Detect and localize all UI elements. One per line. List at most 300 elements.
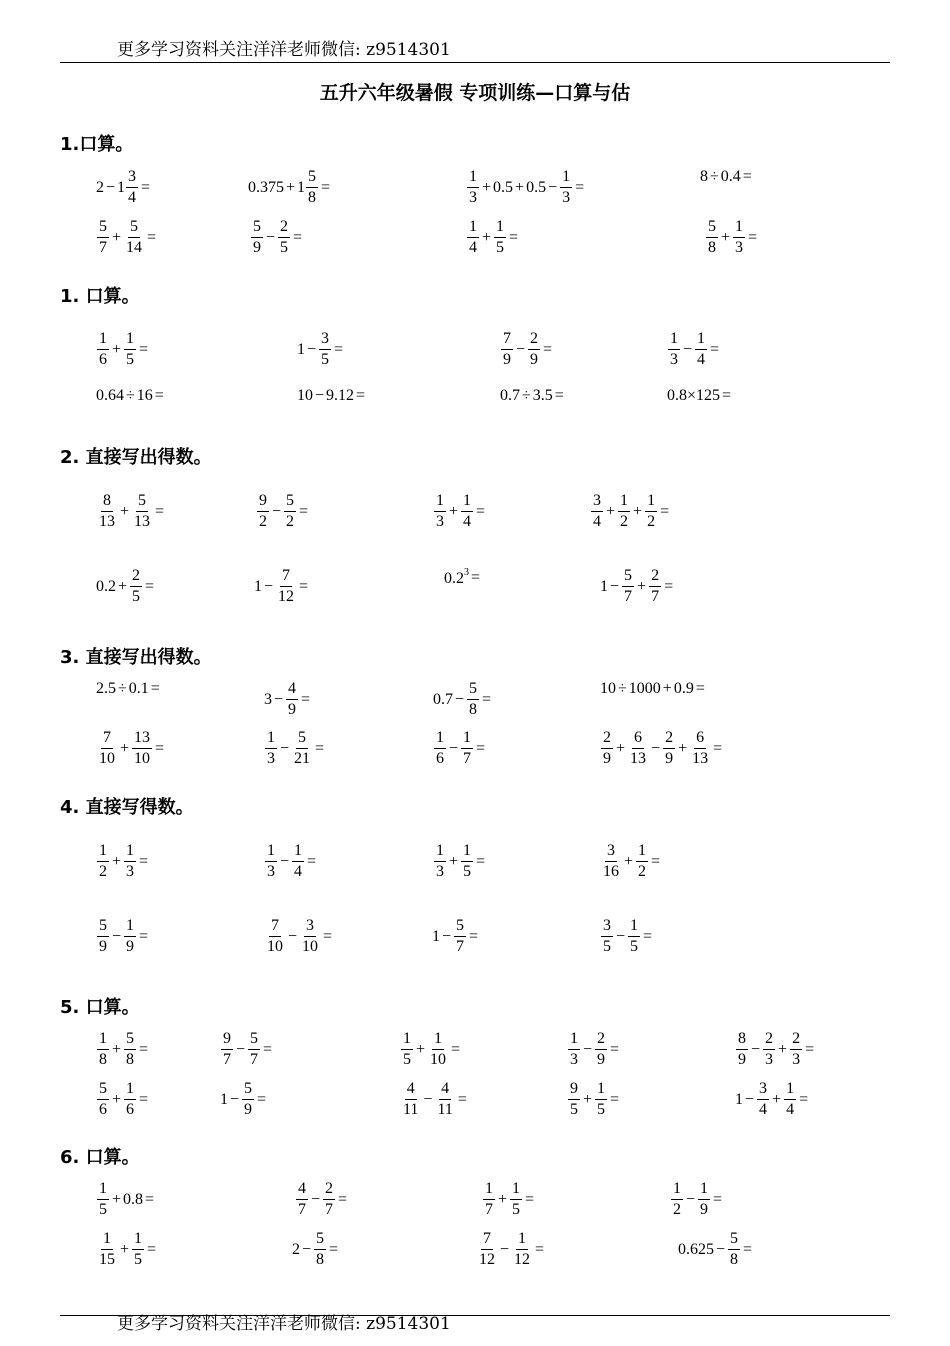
exercise — [256, 493, 310, 530]
operator: ÷ — [118, 680, 127, 697]
operator: + — [286, 178, 296, 196]
fraction-numerator: 1 — [494, 219, 506, 238]
fraction-denominator: 3 — [436, 863, 444, 880]
operator: = — [476, 502, 486, 520]
operator: − — [442, 927, 452, 945]
operator: + — [633, 502, 643, 520]
exercise — [432, 918, 480, 955]
fraction — [97, 918, 109, 955]
fraction-denominator: 5 — [280, 239, 289, 256]
operator: − — [716, 1240, 726, 1258]
fraction-numerator: 1 — [132, 1231, 144, 1250]
fraction — [242, 1081, 254, 1118]
operator: = — [155, 502, 165, 520]
operator: ÷ — [618, 680, 627, 697]
fraction-denominator: 4 — [128, 189, 137, 206]
fraction-denominator: 7 — [485, 1201, 493, 1218]
fraction-numerator: 1 — [124, 843, 136, 862]
operator: + — [778, 1040, 788, 1058]
exercise — [254, 568, 310, 605]
operator: − — [610, 577, 620, 595]
fraction — [763, 1031, 775, 1068]
exercise — [667, 388, 733, 404]
fraction-numerator: 2 — [595, 1031, 607, 1050]
number: 8 — [700, 168, 708, 185]
fraction — [97, 219, 109, 256]
exercise — [96, 568, 156, 605]
operator: − — [745, 1090, 755, 1108]
section-heading: 4. 直接写得数。 — [60, 797, 194, 818]
fraction-denominator: 6 — [436, 750, 444, 767]
operator: − — [272, 502, 282, 520]
operator: + — [662, 680, 672, 697]
fraction — [483, 1181, 495, 1218]
number: 1 — [117, 178, 126, 196]
fraction — [265, 843, 277, 880]
fraction — [132, 1231, 144, 1268]
exercise — [96, 918, 150, 955]
operator: = — [476, 852, 486, 870]
exercise — [433, 493, 487, 530]
exercise — [590, 493, 671, 530]
fraction-numerator: 7 — [269, 918, 281, 937]
exercise — [220, 1081, 268, 1118]
fraction-numerator: 1 — [560, 169, 572, 188]
fraction-numerator: 6 — [694, 730, 706, 749]
fraction-denominator: 12 — [479, 1251, 495, 1268]
fraction — [306, 169, 318, 206]
fraction-denominator: 6 — [99, 1101, 107, 1118]
fraction — [568, 1031, 580, 1068]
fraction — [221, 1031, 233, 1068]
exercise — [96, 1231, 158, 1268]
fraction-numerator: 1 — [124, 1081, 136, 1100]
fraction-denominator: 8 — [469, 701, 478, 718]
number: 1 — [297, 178, 306, 196]
fraction-denominator: 5 — [134, 1251, 143, 1268]
fraction — [595, 1031, 607, 1068]
section-heading: 1.口算。 — [60, 134, 134, 155]
fraction-denominator: 7 — [250, 1051, 259, 1068]
operator: ÷ — [710, 168, 719, 185]
exercise — [567, 1031, 621, 1068]
fraction-numerator: 5 — [284, 493, 296, 512]
fraction — [461, 730, 473, 767]
fraction — [286, 681, 298, 718]
fraction — [124, 1031, 136, 1068]
fraction — [292, 730, 312, 767]
fraction-numerator: 5 — [454, 918, 466, 937]
fraction — [601, 918, 613, 955]
fraction-numerator: 5 — [97, 1081, 109, 1100]
fraction — [434, 843, 446, 880]
number: 1 — [254, 577, 262, 595]
fraction — [618, 493, 630, 530]
fraction — [265, 730, 277, 767]
operator: + — [120, 739, 130, 757]
operator: − — [230, 1090, 240, 1108]
operator: = — [301, 690, 311, 708]
fraction — [790, 1031, 802, 1068]
operator: − — [274, 690, 284, 708]
fraction — [278, 219, 290, 256]
fraction-numerator: 8 — [736, 1031, 748, 1050]
operator: + — [772, 1090, 782, 1108]
fraction-denominator: 10 — [302, 938, 319, 955]
operator: = — [535, 1240, 545, 1258]
operator: = — [525, 1190, 535, 1208]
operator: = — [722, 387, 732, 404]
fraction-numerator: 2 — [130, 568, 142, 587]
operator: = — [660, 502, 670, 520]
fraction-denominator: 7 — [223, 1051, 231, 1068]
operator: = — [748, 228, 758, 246]
operator: = — [263, 1040, 273, 1058]
fraction — [733, 219, 745, 256]
fraction — [434, 493, 446, 530]
fraction-denominator: 8 — [316, 1251, 325, 1268]
number: 0.2 — [96, 577, 116, 595]
fraction-numerator: 5 — [242, 1081, 254, 1100]
fraction — [284, 493, 296, 530]
fraction-numerator: 3 — [591, 493, 603, 512]
fraction-numerator: 2 — [663, 730, 675, 749]
number: 2 — [96, 178, 104, 196]
fraction-numerator: 5 — [124, 1031, 136, 1050]
fraction-numerator: 7 — [481, 1231, 493, 1250]
operator: + — [482, 228, 492, 246]
fraction — [461, 843, 473, 880]
operator: = — [299, 577, 309, 595]
fraction-numerator: 2 — [323, 1181, 335, 1200]
number: 3 — [264, 690, 272, 708]
fraction — [628, 730, 648, 767]
fraction-denominator: 9 — [738, 1051, 746, 1068]
fraction-numerator: 5 — [136, 493, 148, 512]
fraction — [97, 730, 117, 767]
fraction-denominator: 2 — [638, 863, 647, 880]
fraction-denominator: 12 — [278, 588, 295, 605]
fraction-denominator: 5 — [321, 351, 330, 368]
fraction-numerator: 9 — [221, 1031, 233, 1050]
fraction-numerator: 3 — [605, 843, 617, 862]
fraction — [668, 331, 680, 368]
exercise — [264, 681, 312, 718]
number: 0.7 — [500, 387, 520, 404]
operator: + — [678, 739, 688, 757]
exercise — [96, 730, 166, 767]
operator: + — [120, 502, 130, 520]
exercise — [466, 169, 586, 206]
operator: = — [610, 1040, 620, 1058]
exercise — [264, 918, 334, 955]
operator: + — [416, 1040, 426, 1058]
fraction-denominator: 4 — [697, 351, 706, 368]
fraction-numerator: 1 — [434, 493, 446, 512]
fraction-denominator: 3 — [436, 513, 444, 530]
fraction-numerator: 7 — [501, 331, 513, 350]
fraction — [435, 1081, 454, 1118]
operator: − — [236, 1040, 246, 1058]
exercise — [250, 219, 304, 256]
exercise — [96, 1031, 150, 1068]
fraction-numerator: 1 — [97, 843, 109, 862]
fraction-numerator: 5 — [706, 219, 718, 238]
fraction — [494, 219, 506, 256]
exercise — [220, 1031, 274, 1068]
fraction-denominator: 7 — [99, 239, 107, 256]
fraction-numerator: 1 — [467, 219, 479, 238]
fraction — [97, 1231, 117, 1268]
fraction-denominator: 10 — [99, 750, 115, 767]
fraction — [467, 169, 479, 206]
fraction — [595, 1081, 607, 1118]
fraction-numerator: 5 — [728, 1231, 740, 1250]
exercise — [735, 1081, 810, 1118]
number: 1 — [735, 1090, 743, 1108]
fraction-numerator: 1 — [265, 730, 277, 749]
fraction-numerator: 5 — [97, 219, 109, 238]
operator: = — [338, 1190, 348, 1208]
operator: = — [743, 1240, 753, 1258]
fraction-numerator: 4 — [439, 1081, 451, 1100]
fraction-denominator: 5 — [630, 938, 639, 955]
exercise — [500, 388, 566, 404]
fraction — [401, 1081, 420, 1118]
operator: = — [805, 1040, 815, 1058]
operator: + — [112, 228, 122, 246]
fraction-denominator: 5 — [603, 938, 611, 955]
fraction — [467, 681, 479, 718]
operator: + — [449, 852, 459, 870]
operator: = — [713, 1190, 723, 1208]
fraction-numerator: 1 — [401, 1031, 413, 1050]
operator: + — [118, 577, 128, 595]
fraction-denominator: 4 — [469, 239, 477, 256]
fraction-numerator: 1 — [516, 1231, 528, 1250]
fraction-numerator: 1 — [671, 1181, 683, 1200]
operator: = — [482, 690, 492, 708]
fraction-numerator: 1 — [97, 331, 109, 350]
operator: = — [554, 387, 564, 404]
fraction-numerator: 9 — [257, 493, 269, 512]
fraction-denominator: 3 — [267, 750, 275, 767]
fraction — [649, 568, 661, 605]
fraction — [265, 918, 285, 955]
fraction-numerator: 5 — [128, 219, 140, 238]
fraction-numerator: 2 — [528, 331, 540, 350]
fraction-denominator: 11 — [403, 1101, 419, 1118]
exercise — [476, 1231, 546, 1268]
operator: = — [643, 927, 653, 945]
operator: − — [548, 178, 558, 196]
number: 1000 — [628, 680, 661, 697]
fraction-numerator: 9 — [568, 1081, 580, 1100]
fraction — [663, 730, 675, 767]
fraction — [736, 1031, 748, 1068]
fraction — [528, 331, 540, 368]
operator: = — [147, 1240, 157, 1258]
fraction — [401, 1031, 413, 1068]
operator: = — [664, 577, 674, 595]
fraction-denominator: 3 — [126, 863, 135, 880]
fraction — [695, 331, 707, 368]
fraction — [601, 843, 621, 880]
exercise — [667, 331, 721, 368]
fraction-denominator: 9 — [603, 750, 611, 767]
fraction-numerator: 2 — [278, 219, 290, 238]
operator: = — [257, 1090, 267, 1108]
fraction-denominator: 8 — [708, 239, 716, 256]
number: 0.1 — [128, 680, 149, 697]
fraction — [706, 219, 718, 256]
fraction — [97, 1081, 109, 1118]
fraction-denominator: 5 — [99, 1201, 107, 1218]
fraction — [314, 1231, 326, 1268]
fraction — [671, 1181, 683, 1218]
exercise — [297, 388, 367, 404]
fraction-numerator: 5 — [248, 1031, 260, 1050]
operator: − — [583, 1040, 593, 1058]
operator: − — [449, 739, 459, 757]
exercise — [600, 918, 654, 955]
operator: − — [302, 1240, 312, 1258]
exercise — [400, 1031, 462, 1068]
fraction-numerator: 3 — [319, 331, 331, 350]
number: 10 — [600, 680, 616, 697]
operator: = — [293, 228, 303, 246]
fraction — [296, 1181, 308, 1218]
fraction-denominator: 10 — [430, 1051, 447, 1068]
fraction — [428, 1031, 448, 1068]
operator: + — [637, 577, 647, 595]
fraction-numerator: 1 — [461, 730, 473, 749]
fraction-numerator: 1 — [695, 331, 707, 350]
fraction — [636, 843, 648, 880]
exercise — [264, 843, 318, 880]
operator: = — [139, 852, 149, 870]
fraction-denominator: 9 — [244, 1101, 253, 1118]
fraction — [690, 730, 710, 767]
fraction-denominator: 3 — [765, 1051, 774, 1068]
operator: = — [695, 680, 705, 697]
number: 0.7 — [433, 690, 453, 708]
fraction — [467, 219, 479, 256]
operator: + — [112, 1190, 122, 1208]
fraction-numerator: 7 — [280, 568, 292, 587]
exercise — [292, 1231, 340, 1268]
exercise — [248, 169, 332, 206]
number: 9.12 — [326, 387, 355, 404]
fraction-denominator: 8 — [730, 1251, 739, 1268]
operator: = — [713, 739, 723, 757]
operator: = — [139, 340, 149, 358]
fraction-denominator: 5 — [570, 1101, 578, 1118]
fraction-denominator: 3 — [562, 189, 571, 206]
fraction-denominator: 2 — [286, 513, 295, 530]
fraction-numerator: 1 — [124, 331, 136, 350]
fraction-denominator: 8 — [99, 1051, 107, 1068]
fraction-denominator: 12 — [514, 1251, 531, 1268]
exercise — [600, 843, 662, 880]
fraction-numerator: 4 — [286, 681, 298, 700]
fraction — [434, 730, 446, 767]
fraction-denominator: 3 — [267, 863, 275, 880]
fraction-numerator: 3 — [304, 918, 316, 937]
exercise — [670, 1181, 724, 1218]
fraction-denominator: 4 — [759, 1101, 768, 1118]
operator: + — [606, 502, 616, 520]
operator: + — [721, 228, 731, 246]
exercise — [700, 169, 754, 185]
fraction-denominator: 6 — [99, 351, 107, 368]
fraction — [124, 1081, 136, 1118]
operator: = — [334, 340, 344, 358]
fraction — [568, 1081, 580, 1118]
operator: = — [471, 568, 481, 586]
fraction-numerator: 4 — [405, 1081, 417, 1100]
exercise — [433, 843, 487, 880]
exercise — [96, 1181, 156, 1218]
operator: + — [616, 739, 626, 757]
fraction-denominator: 9 — [597, 1051, 606, 1068]
operator: = — [145, 1190, 155, 1208]
fraction-numerator: 3 — [126, 169, 138, 188]
fraction — [251, 219, 263, 256]
page-title: 五升六年级暑假 专项训练—口算与估 — [319, 82, 631, 104]
fraction — [477, 1231, 497, 1268]
exercise — [264, 730, 326, 767]
operator: = — [742, 168, 752, 185]
exercise — [96, 331, 150, 368]
exercise — [96, 681, 162, 697]
fraction-numerator: 1 — [645, 493, 657, 512]
fraction — [97, 843, 109, 880]
fraction-numerator: 5 — [467, 681, 479, 700]
fraction — [300, 918, 320, 955]
number: 1 — [432, 927, 440, 945]
fraction-denominator: 10 — [267, 938, 283, 955]
operator: = — [509, 228, 519, 246]
fraction-denominator: 3 — [792, 1051, 801, 1068]
fraction-numerator: 1 — [595, 1081, 607, 1100]
exercise — [400, 1081, 469, 1118]
power: $0.2^3$ — [444, 567, 469, 587]
exercise — [600, 730, 724, 767]
operator: = — [451, 1040, 461, 1058]
number: 2.5 — [96, 680, 116, 697]
fraction-denominator: 5 — [126, 351, 135, 368]
operator: + — [583, 1090, 593, 1108]
exercise — [444, 568, 482, 587]
operator: = — [154, 387, 164, 404]
fraction-denominator: 9 — [253, 239, 261, 256]
operator: + — [120, 1240, 130, 1258]
fraction-numerator: 3 — [601, 918, 613, 937]
fraction-denominator: 2 — [647, 513, 656, 530]
fraction-numerator: 1 — [636, 843, 648, 862]
operator: − — [516, 340, 526, 358]
operator: = — [543, 340, 553, 358]
fraction-denominator: 2 — [620, 513, 629, 530]
exercise — [482, 1181, 536, 1218]
fraction-numerator: 5 — [251, 219, 263, 238]
exercise — [297, 331, 345, 368]
fraction-numerator: 1 — [97, 1031, 109, 1050]
fraction-denominator: 8 — [308, 189, 317, 206]
fraction-numerator: 1 — [432, 1031, 444, 1050]
footer-text: 更多学习资料关注洋洋老师微信: z9514301 — [117, 1314, 451, 1334]
